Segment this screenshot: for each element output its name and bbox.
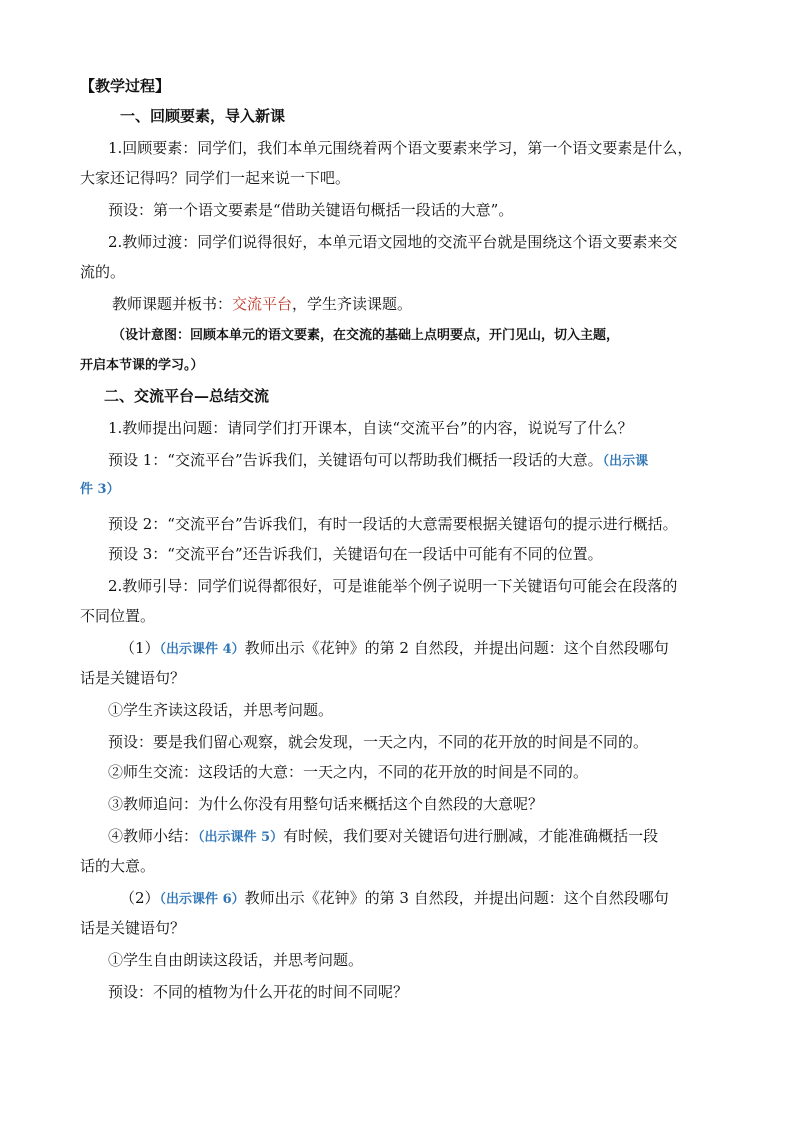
paragraph-line: 1.回顾要素：同学们，我们本单元围绕着两个语文要素来学习，第一个语文要素是什么，: [108, 139, 693, 157]
paragraph-line: [120, 638, 669, 660]
courseware-tag: （出示课件 6）: [159, 892, 245, 907]
text-span: ，学生齐读课题。: [292, 295, 413, 313]
list-number: （2）: [120, 889, 160, 907]
courseware-tag: （出示课件 5）: [198, 830, 284, 845]
section-heading: 【教学过程】: [80, 77, 171, 95]
list-number: （1）: [120, 639, 160, 657]
paragraph-line: 不同位置。: [80, 607, 156, 625]
text-span: 预设 1：“交流平台”告诉我们，关键语句可以帮助我们概括一段话的大意。: [108, 451, 603, 469]
design-note: （设计意图：回顾本单元的语文要素，在交流的基础上点明要点，开门见山，切入主题，: [112, 328, 620, 343]
paragraph-line: 话是关键语句？: [80, 919, 186, 937]
paragraph-line: 预设 3：“交流平台”还告诉我们，关键语句在一段话中可能有不同的位置。: [108, 545, 603, 563]
paragraph-line: ②师生交流：这段话的大意：一天之内，不同的花开放的时间是不同的。: [108, 763, 589, 781]
text-span: 教师出示《花钟》的第 3 自然段，并提出问题：这个自然段哪句: [244, 889, 669, 907]
text-span: 有时候，我们要对关键语句进行删减，才能准确概括一段: [283, 827, 659, 845]
text-span: ④教师小结：: [108, 827, 199, 845]
paragraph-line: 预设：要是我们留心观察，就会发现，一天之内，不同的花开放的时间是不同的。: [108, 733, 649, 751]
paragraph-line: 2.教师过渡：同学们说得很好，本单元语文园地的交流平台就是围绕这个语文要素来交: [108, 233, 678, 251]
paragraph-line: [120, 888, 669, 910]
paragraph-line: 预设：第一个语文要素是“借助关键语句概括一段话的大意”。: [108, 201, 514, 219]
paragraph-line: ①学生自由朗读这段话，并思考问题。: [108, 951, 364, 969]
paragraph-line: ③教师追问：为什么你没有用整句话来概括这个自然段的大意呢？: [108, 795, 544, 813]
paragraph-line: 预设 2：“交流平台”告诉我们，有时一段话的大意需要根据关键语句的提示进行概括。: [108, 515, 678, 533]
paragraph-line: [108, 450, 648, 472]
paragraph-line: 大家还记得吗？同学们一起来说一下吧。: [80, 169, 351, 187]
paragraph-line: 预设：不同的植物为什么开花的时间不同呢？: [108, 983, 409, 1001]
paragraph-line: ①学生齐读这段话，并思考问题。: [108, 701, 334, 719]
section-1-title: 一、回顾要素，导入新课: [120, 107, 286, 125]
text-span: 教师出示《花钟》的第 2 自然段，并提出问题：这个自然段哪句: [244, 639, 669, 657]
text-span: 教师课题并板书：: [112, 295, 233, 313]
paragraph-line: 2.教师引导：同学们说得都很好，可是谁能举个例子说明一下关键语句可能会在段落的: [108, 577, 678, 595]
lesson-title-highlight: 交流平台: [232, 295, 293, 313]
design-note: 开启本节课的学习。）: [80, 358, 204, 373]
paragraph-line: 话的大意。: [80, 857, 156, 875]
paragraph-line: [108, 826, 658, 848]
courseware-tag: （出示课件 4）: [159, 642, 245, 657]
paragraph-line: 话是关键语句？: [80, 669, 186, 687]
paragraph-line: [112, 294, 412, 314]
section-2-title: 二、交流平台—总结交流: [104, 387, 270, 405]
courseware-tag: 件 3）: [80, 482, 120, 497]
courseware-tag: （出示课: [602, 454, 649, 469]
paragraph-line: 流的。: [80, 263, 126, 281]
paragraph-line: 1.教师提出问题：请同学们打开课本，自读“交流平台”的内容，说说写了什么？: [108, 419, 633, 437]
